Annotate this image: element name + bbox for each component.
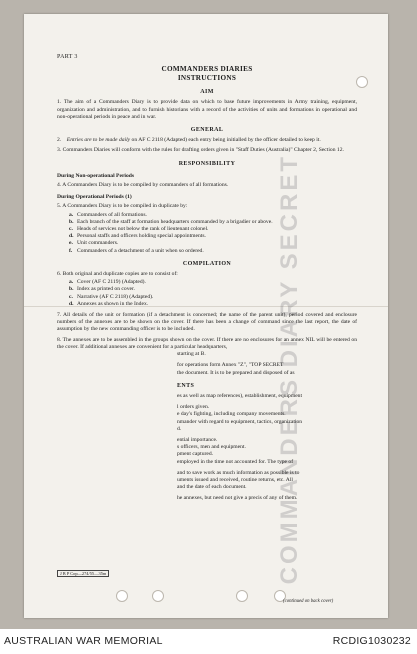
paragraph-8: 8. The annexes are to be assembled in the groups shown on the cover. If there are no enclosures for an annex NIL will be entered on the cover. If additional annexes are convenient for a particular headquarters,: [57, 336, 357, 350]
partial-line: ential importance.: [177, 436, 218, 443]
partial-line: d.: [177, 425, 182, 432]
show-through-cover-text: COMMANDERS DIARY SECRET: [276, 154, 303, 585]
punch-hole: [152, 590, 164, 602]
list-item: d. Annexes as shown in the Index.: [69, 300, 149, 307]
partial-line: pment captured.: [177, 451, 214, 458]
list-item: a. Cover (AF C 2119) (Adapted).: [69, 279, 146, 286]
archive-footer: [0, 629, 417, 654]
list-item: b. Index as printed on cover.: [69, 286, 135, 293]
partial-line: uments issued and received, routine returns, etc. All: [177, 476, 293, 483]
paragraph-7: 7. All details of the unit or formation (if a detachment is concerned; the name of the parent unit), period covered and enclosure numbers of the annexes are to be shown on the cover. If there has been a change of command since the last report, the date of assumption by the new commanding officer is to be included.: [57, 312, 357, 333]
instructions-text: [57, 54, 357, 503]
partial-line: the document. It is to be prepared and disposed of as: [177, 369, 295, 376]
paragraph-8-continued: starting at B.: [177, 351, 206, 358]
paragraph-1: 1. The aim of a Commanders Diary is to provide data on which to base future improvements in Army training, equipment, organization and administration, and to furnish historians with a record of the activities of units and formations in operational and non-operational periods in peace and in war.: [57, 99, 357, 120]
subheading-non-operational: During Non-operational Periods: [57, 172, 135, 179]
list-item: e. Unit commanders.: [69, 240, 119, 247]
partial-line: and to save work as much information as possible is to: [177, 469, 300, 476]
page-subtitle: INSTRUCTIONS: [177, 74, 237, 83]
list-item: a. Commanders of all formations.: [69, 211, 147, 218]
paragraph-4: 4. A Commanders Diary is to be compiled by commanders of all formations.: [57, 182, 229, 189]
paragraph-5: 5. A Commanders Diary is to be compiled in duplicate by:: [57, 203, 188, 210]
paragraph-2: 2. Entries are to be made daily on AF C 2118 (Adapted) each entry being initialled by the officer detailed to keep it.: [57, 137, 321, 144]
partial-line: es as well as map references), establishment, equipment: [177, 392, 303, 399]
list-item: c. Heads of services not below the rank of lieutenant colonel.: [69, 226, 209, 233]
document-page: [24, 14, 388, 618]
paragraph-3: 3. Commanders Diaries will conform with the rules for drafting orders given in "Staff Duties (Australia)" Chapter 2, Section 12.: [57, 147, 344, 154]
partial-line: e day's fighting, including company movements.: [177, 411, 286, 418]
paragraph-6: 6. Both original and duplicate copies are to consist of:: [57, 271, 178, 278]
list-item: b. Each branch of the staff at formation headquarters commanded by a brigadier or above.: [69, 218, 273, 225]
section-heading-responsibility: RESPONSIBILITY: [178, 160, 236, 167]
printer-imprint: J B P Cop—274/55—35m: [57, 570, 109, 577]
section-heading-compilation: COMPILATION: [182, 260, 232, 267]
punch-hole: [356, 76, 368, 88]
partial-line: for operations form Annex "Z", "TOP SECRET: [177, 362, 284, 369]
archive-name: AUSTRALIAN WAR MEMORIAL: [4, 635, 163, 647]
partial-line: l orders given.: [177, 404, 210, 411]
partial-line: he annexes, but need not give a precis of any of them.: [177, 495, 298, 502]
section-heading-aim: AIM: [200, 89, 214, 96]
subheading-operational: During Operational Periods (1): [57, 194, 132, 201]
continued-note: (continued on back cover): [283, 599, 334, 604]
list-item: f. Commanders of a detachment of a unit when so ordered.: [69, 247, 204, 254]
punch-hole: [236, 590, 248, 602]
partial-line: employed in the time not accounted for. The type of: [177, 458, 294, 465]
part-label: PART 3: [57, 54, 78, 60]
page-title: COMMANDERS DIARIES: [161, 65, 253, 74]
partial-line: nmander with regard to equipment, tactics, organization: [177, 418, 303, 425]
section-heading-contents-partial: ENTS: [177, 382, 195, 389]
list-item: d. Personal staffs and officers holding special appointments.: [69, 233, 206, 240]
partial-line: and the date of each document.: [177, 484, 247, 491]
record-id: RCDIG1030232: [332, 635, 411, 647]
list-item: c. Narrative (AF C 2118) (Adapted).: [69, 293, 154, 300]
section-heading-general: GENERAL: [190, 127, 224, 134]
partial-line: s officers, men and equipment.: [177, 444, 246, 451]
punch-hole: [116, 590, 128, 602]
